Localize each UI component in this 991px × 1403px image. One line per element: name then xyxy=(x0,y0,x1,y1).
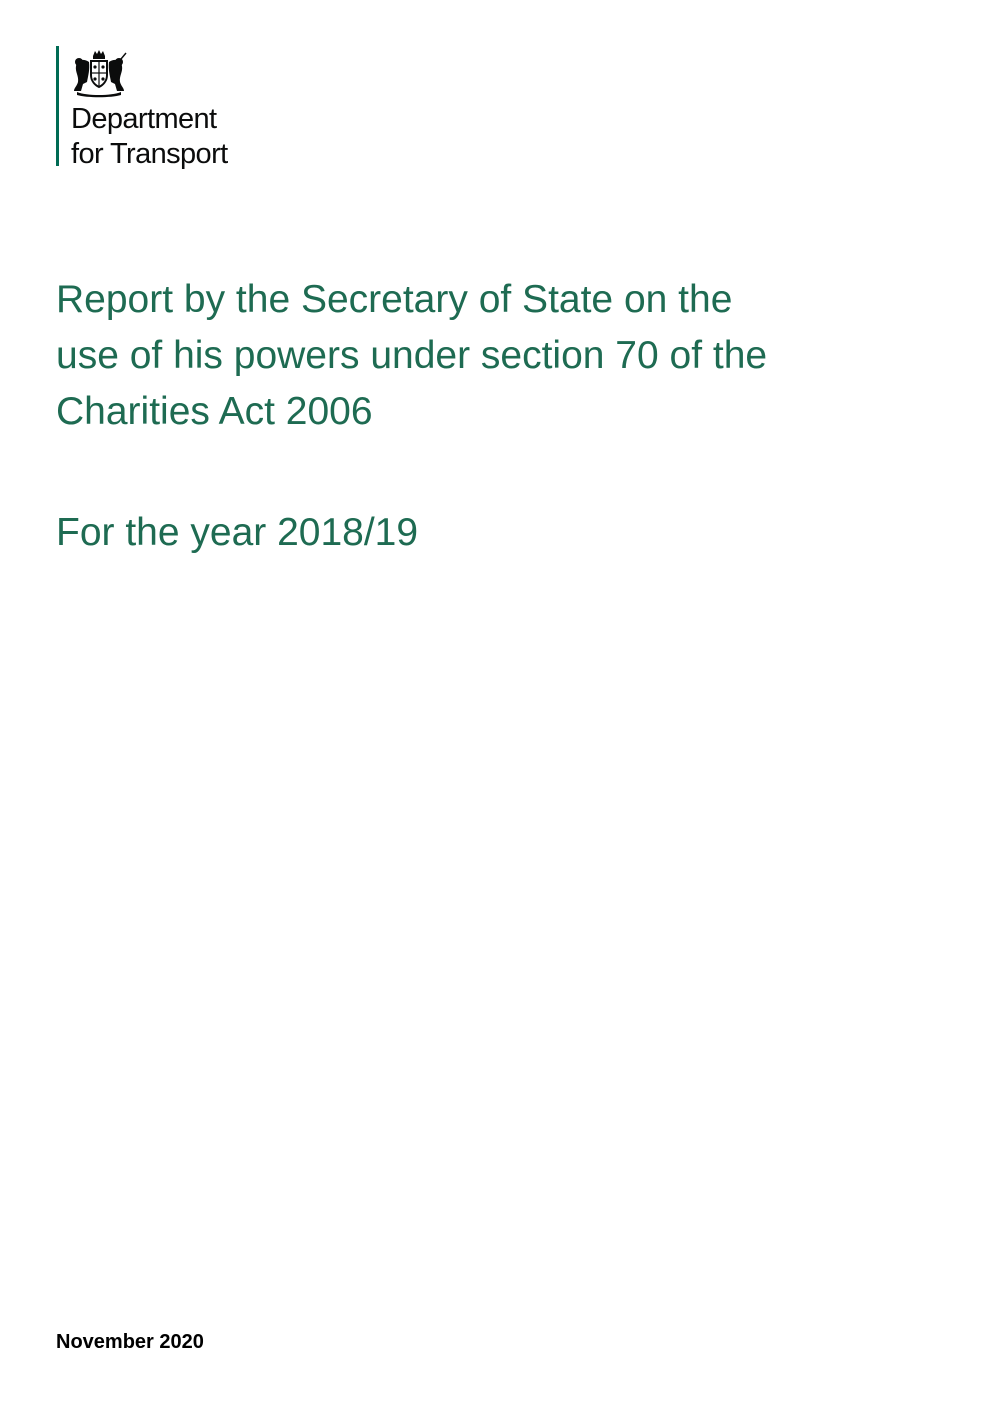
report-year: For the year 2018/19 xyxy=(56,511,419,554)
department-logo xyxy=(56,46,276,170)
report-title-line-1: Report by the Secretary of State on the xyxy=(56,278,733,321)
report-title-line-2: use of his powers under section 70 of the xyxy=(56,334,768,377)
report-title xyxy=(56,272,916,440)
department-name-line-2: for Transport xyxy=(71,138,228,170)
publication-date: November 2020 xyxy=(56,1331,204,1353)
logo-rule xyxy=(56,46,59,166)
department-name xyxy=(71,102,228,172)
royal-coat-of-arms-icon xyxy=(69,48,129,98)
department-name-line-1: Department xyxy=(71,103,217,135)
report-title-line-3: Charities Act 2006 xyxy=(56,390,373,433)
